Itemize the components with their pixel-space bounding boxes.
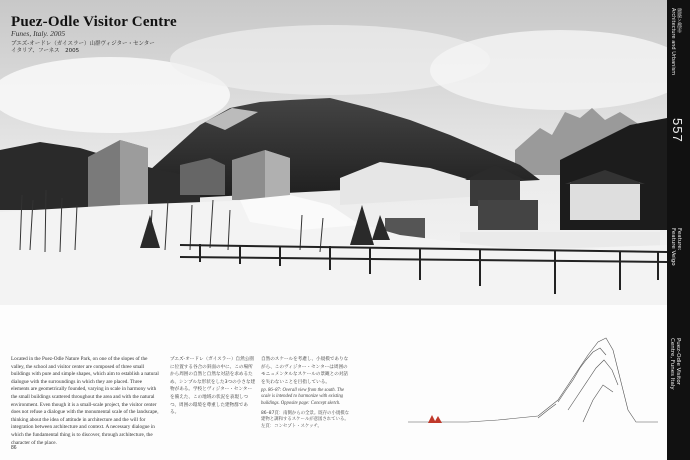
project-title: Puez-Odle Visitor Centre bbox=[11, 14, 177, 30]
sidebar-section-line1: Feature: bbox=[676, 228, 682, 251]
project-subtitle: Funes, Italy. 2005 bbox=[11, 29, 66, 38]
sidebar-header-line1: 建築と都市 bbox=[676, 8, 682, 33]
concept-sketch bbox=[408, 330, 658, 430]
photo-caption-english: pp. 86–87: Overall view from the south. The scale is intended to harmonize with existing buildings. Opposite page: Concept sketch. bbox=[261, 388, 345, 406]
footer-page-label: 86 bbox=[11, 445, 17, 451]
photo-caption-japanese: 86–87頁：南側からの全景。既存の小規模な建物と調和するスケールが意図されている。左頁：コンセプト・スケッチ。 bbox=[261, 411, 350, 429]
project-location-japanese: イタリア、フーネス 2005 bbox=[11, 48, 80, 54]
page-number: 557 bbox=[670, 118, 685, 143]
english-body-text: Located in the Puez-Odle Nature Park, on one of the slopes of the valley, the school and visitor center are composed of three small buildings with pure and simple shapes, which aim to establish a natural dialogue with the surroundings in which they are placed. Three elements are geometrically founded, varying in scale in harmony with the small buildings scattered throughout the area and with the natural environment. Even though it is a small-scale project, the visitor center does not refuse a dialogue with the monumental scale of the landscape, thinking about the idea of attitude in architecture and the will for integration between architecture and context. A necessary dialogue in which the fundamental thing is to discover, through architecture, the character of the place. bbox=[11, 356, 159, 446]
sidebar-project-line2: Centre, Funes Italy bbox=[669, 338, 675, 390]
japanese-body-text-1: プエズ-オードレ（ガイスラー）自然公園に位置する谷合の斜面の中に、この場所から周囲の自然と自然な対話を求めるため、シンプルな形状をした3つの小さな建物がある。学校とヴィジター・センターを備えた、この地域の状況を表現しつつ、周囲の環境を尊重した建物群である。 bbox=[170, 357, 256, 416]
sidebar-project-line1: Puez-Odle Visitor bbox=[675, 338, 681, 385]
sidebar-section-line2: Feature Veigo bbox=[670, 228, 676, 266]
project-title-japanese: プエズ-オードレ（ガイスラー）山群ヴィジター・センター bbox=[11, 41, 155, 47]
sidebar-header-line2: Architecture and Urbanism bbox=[670, 8, 676, 76]
japanese-body-text-2: 自然のスケールを考慮し、小規模でありながら、このヴィジター・センターは周囲のモニュメンタルなスケールの景観との対話を失わないことを目指している。 bbox=[261, 357, 349, 385]
